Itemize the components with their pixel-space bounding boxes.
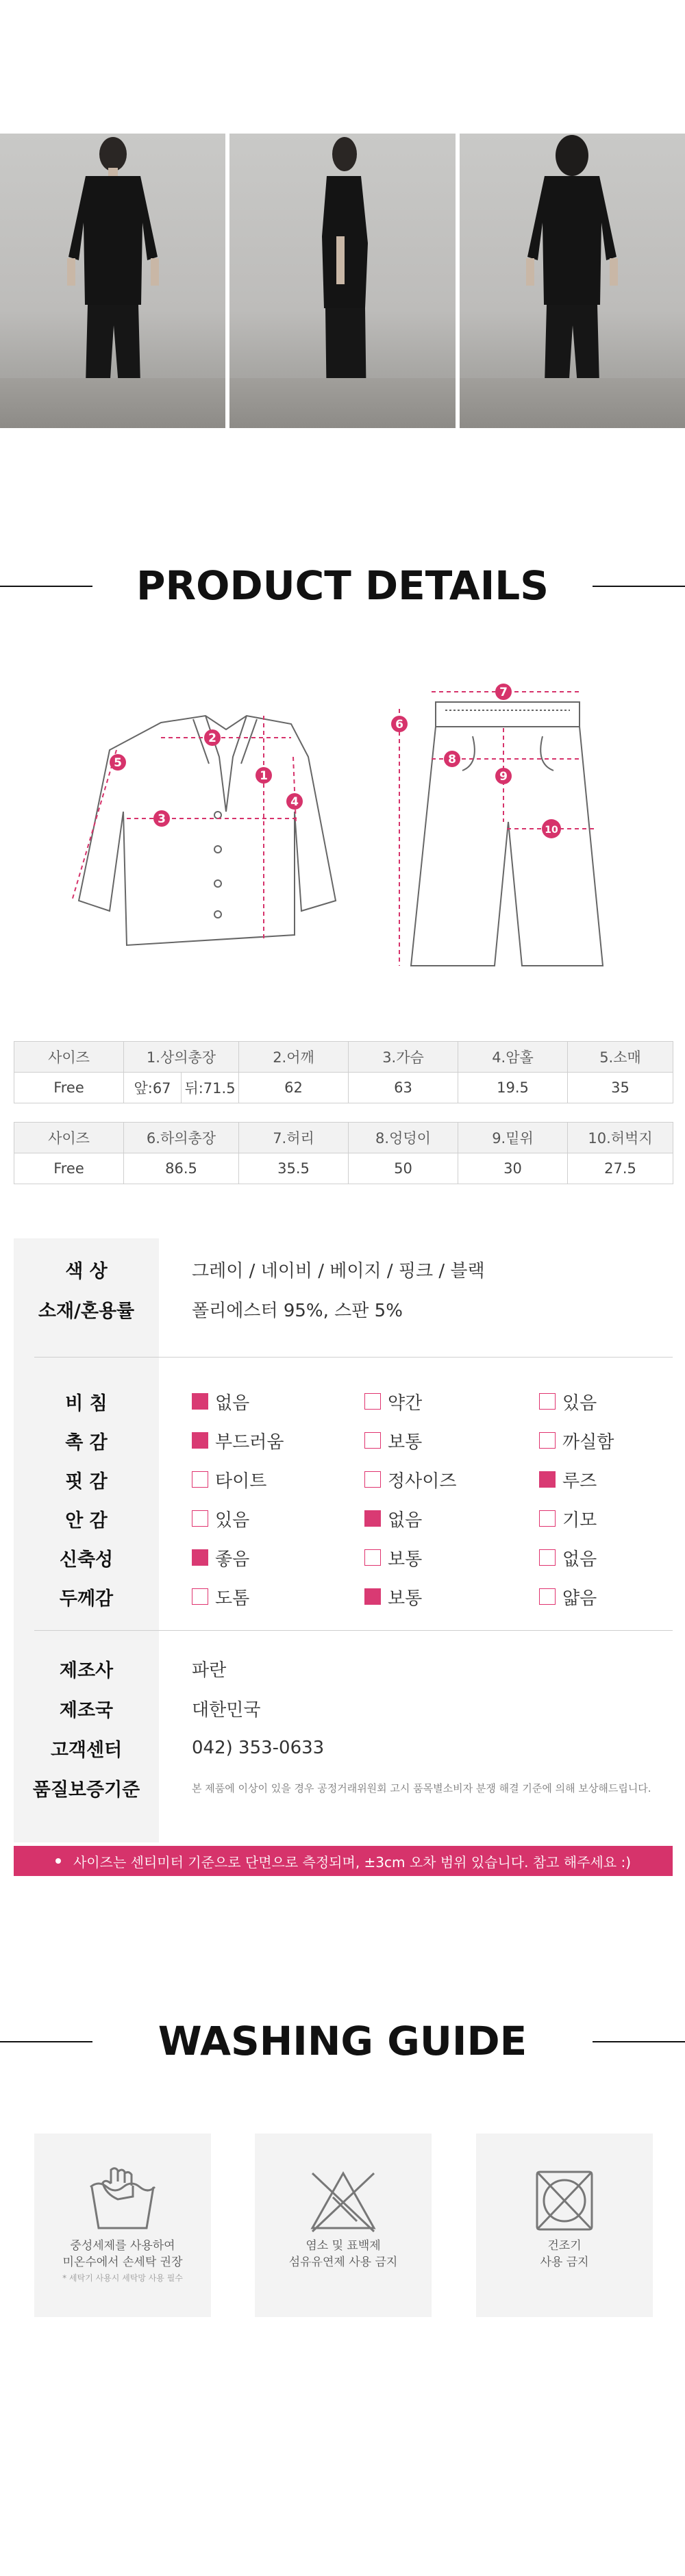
- spec-color-value: 그레이 / 네이비 / 베이지 / 핑크 / 블랙: [192, 1260, 485, 1281]
- header-sleeve: 5.소매: [568, 1042, 673, 1073]
- spec-option-label: 있음: [562, 1392, 597, 1414]
- spec-maker-label: 제조사: [59, 1660, 114, 1681]
- cell-length-front: 앞:67: [124, 1073, 182, 1103]
- header-waist: 7.허리: [239, 1123, 349, 1153]
- spec-service-value: 042) 353-0633: [192, 1738, 325, 1758]
- svg-text:9: 9: [499, 770, 508, 784]
- size-notice-text: 사이즈는 센티미터 기준으로 단면으로 측정되며, ±3cm 오차 범위 있습니다. 참고 해주세요 :): [73, 1853, 632, 1871]
- spec-divider: [34, 1630, 673, 1631]
- spec-color-row: [14, 1252, 673, 1286]
- checkbox-checked-icon: [539, 1471, 556, 1488]
- spec-option: [539, 1389, 597, 1414]
- marker-6: [391, 716, 408, 732]
- header-chest: 3.가슴: [349, 1042, 458, 1073]
- photo-front-view: [0, 134, 225, 428]
- size-table-top: [14, 1041, 673, 1103]
- checkbox-empty-icon: [539, 1510, 556, 1527]
- no-bleach-icon: [306, 2166, 381, 2235]
- marker-5: [110, 754, 126, 771]
- size-table-top-header: [14, 1042, 673, 1073]
- svg-text:2: 2: [208, 731, 216, 745]
- cell-rise: 30: [458, 1153, 568, 1184]
- spec-maker-value: 파란: [192, 1660, 227, 1681]
- cell-pants-length: 86.5: [124, 1153, 239, 1184]
- spec-quality-value: 본 제품에 이상이 있을 경우 공정거래위원회 고시 품목별소비자 분쟁 해결 기준에 의해 보상해드립니다.: [192, 1781, 651, 1795]
- checkbox-checked-icon: [192, 1393, 208, 1410]
- spec-option: [364, 1467, 456, 1492]
- spec-option: [192, 1584, 249, 1610]
- checkbox-checked-icon: [364, 1510, 381, 1527]
- spec-option: [539, 1545, 597, 1571]
- pants-diagram: [411, 702, 603, 966]
- spec-attribute-label: 촉 감: [65, 1431, 108, 1453]
- wash-card-no-bleach: [255, 2134, 432, 2317]
- checkbox-checked-icon: [192, 1432, 208, 1449]
- spec-attribute-row: [14, 1423, 673, 1458]
- checkbox-empty-icon: [192, 1588, 208, 1605]
- product-photos: [0, 134, 685, 428]
- size-table-bottom-row: [14, 1153, 673, 1184]
- checkbox-checked-icon: [364, 1588, 381, 1605]
- washing-guide-heading: [0, 2017, 685, 2065]
- wash-card-hand-wash: [34, 2134, 211, 2317]
- header-shoulder: 2.어깨: [239, 1042, 349, 1073]
- checkbox-empty-icon: [192, 1471, 208, 1488]
- spec-option: [539, 1584, 597, 1610]
- spec-divider: [34, 1357, 673, 1358]
- spec-option-label: 좋음: [215, 1549, 250, 1570]
- wash-note: * 세탁기 사용시 세탁망 사용 필수: [62, 2273, 183, 2283]
- spec-option: [364, 1584, 422, 1610]
- spec-country-value: 대한민국: [192, 1699, 261, 1721]
- size-table-top-row: [14, 1073, 673, 1103]
- spec-option: [192, 1428, 284, 1453]
- spec-material-value: 폴리에스터 95%, 스판 5%: [192, 1300, 403, 1321]
- spec-material-row: [14, 1292, 673, 1326]
- spec-option-label: 보통: [388, 1431, 423, 1453]
- photo-back-view: [460, 134, 685, 428]
- spec-option: [192, 1389, 249, 1414]
- spec-option: [364, 1545, 422, 1571]
- spec-service-row: [14, 1731, 673, 1765]
- cell-waist: 35.5: [239, 1153, 349, 1184]
- spec-material-label: 소재/혼용률: [38, 1300, 135, 1322]
- wash-text-2: 미온수에서 손세탁 권장: [62, 2255, 183, 2269]
- checkbox-empty-icon: [192, 1510, 208, 1527]
- spec-service-label: 고객센터: [50, 1739, 123, 1761]
- wash-text-1: 건조기: [547, 2239, 582, 2253]
- heading-rule-right: [593, 586, 685, 587]
- cell-sleeve: 35: [568, 1073, 673, 1103]
- header-pants-length: 6.하의총장: [124, 1123, 239, 1153]
- spec-option: [364, 1506, 422, 1531]
- svg-text:3: 3: [158, 812, 166, 826]
- header-top-length: 1.상의총장: [124, 1042, 239, 1073]
- svg-text:8: 8: [448, 753, 456, 766]
- checkbox-empty-icon: [364, 1393, 381, 1410]
- spec-attribute-label: 두께감: [59, 1588, 114, 1610]
- svg-text:4: 4: [290, 795, 299, 809]
- spec-option-label: 보통: [388, 1588, 423, 1609]
- header-armhole: 4.암홀: [458, 1042, 568, 1073]
- cell-armhole: 19.5: [458, 1073, 568, 1103]
- marker-10: [542, 819, 561, 838]
- spec-color-label: 색 상: [65, 1260, 108, 1282]
- spec-quality-row: [14, 1771, 673, 1805]
- spec-option-label: 까실함: [562, 1431, 614, 1453]
- checkbox-empty-icon: [539, 1393, 556, 1410]
- spec-option-label: 정사이즈: [388, 1471, 457, 1492]
- heading-rule-left: [0, 2041, 92, 2042]
- spec-option-label: 없음: [215, 1392, 250, 1414]
- wash-card-no-tumble-dry: [476, 2134, 653, 2317]
- spec-option-label: 보통: [388, 1549, 423, 1570]
- spec-option-label: 약간: [388, 1392, 423, 1414]
- spec-quality-label: 품질보증기준: [32, 1779, 140, 1801]
- spec-option: [192, 1467, 266, 1492]
- checkbox-empty-icon: [539, 1432, 556, 1449]
- spec-option-label: 루즈: [562, 1471, 597, 1492]
- bullet-icon: [55, 1858, 61, 1864]
- cell-size: Free: [14, 1153, 124, 1184]
- spec-attribute-row: [14, 1462, 673, 1497]
- marker-7: [495, 684, 512, 700]
- heading-rule-left: [0, 586, 92, 587]
- heading-rule-right: [593, 2041, 685, 2042]
- spec-option: [192, 1545, 249, 1571]
- marker-8: [444, 751, 460, 767]
- cell-size: Free: [14, 1073, 124, 1103]
- spec-option-label: 부드러움: [215, 1431, 284, 1453]
- spec-attribute-row: [14, 1501, 673, 1536]
- size-notice-bar: [14, 1846, 673, 1876]
- header-hip: 8.엉덩이: [349, 1123, 458, 1153]
- spec-maker-row: [14, 1651, 673, 1686]
- spec-attribute-label: 신축성: [59, 1549, 114, 1571]
- spec-option-label: 없음: [562, 1549, 597, 1570]
- spec-option-label: 기모: [562, 1510, 597, 1531]
- header-size: 사이즈: [14, 1042, 124, 1073]
- spec-option-label: 없음: [388, 1510, 423, 1531]
- spec-option: [364, 1428, 422, 1453]
- checkbox-empty-icon: [539, 1588, 556, 1605]
- header-rise: 9.밑위: [458, 1123, 568, 1153]
- svg-text:5: 5: [114, 756, 122, 770]
- spec-attribute-row: [14, 1384, 673, 1418]
- jacket-diagram: [79, 716, 336, 945]
- checkbox-empty-icon: [364, 1471, 381, 1488]
- checkbox-empty-icon: [539, 1549, 556, 1566]
- spec-attribute-label: 안 감: [65, 1510, 108, 1531]
- product-details-heading: [0, 562, 685, 610]
- spec-attribute-row: [14, 1540, 673, 1575]
- spec-country-label: 제조국: [59, 1699, 114, 1721]
- wash-text-1: 염소 및 표백제: [306, 2239, 381, 2253]
- checkbox-empty-icon: [364, 1432, 381, 1449]
- spec-option: [539, 1506, 597, 1531]
- spec-option-label: 얇음: [562, 1588, 597, 1609]
- header-thigh: 10.허벅지: [568, 1123, 673, 1153]
- spec-option: [539, 1428, 614, 1453]
- svg-text:1: 1: [260, 769, 268, 783]
- measurement-diagrams: [0, 675, 685, 990]
- cell-thigh: 27.5: [568, 1153, 673, 1184]
- spec-option-label: 타이트: [215, 1471, 267, 1492]
- spec-attribute-label: 핏 감: [65, 1471, 108, 1492]
- spec-attribute-label: 비 침: [65, 1392, 108, 1414]
- spec-option: [192, 1506, 249, 1531]
- wash-text-1: 중성세제를 사용하여: [70, 2239, 175, 2253]
- marker-4: [286, 793, 303, 810]
- svg-text:10: 10: [545, 825, 558, 836]
- washing-guide-title: WASHING GUIDE: [158, 2018, 527, 2064]
- wash-text-2: 섬유유연제 사용 금지: [288, 2255, 398, 2269]
- marker-3: [153, 810, 170, 827]
- marker-2: [204, 729, 221, 746]
- spec-country-row: [14, 1691, 673, 1725]
- cell-shoulder: 62: [239, 1073, 349, 1103]
- hand-wash-icon: [85, 2166, 160, 2235]
- marker-9: [495, 768, 512, 784]
- product-details-title: PRODUCT DETAILS: [136, 562, 549, 609]
- spec-option: [364, 1389, 422, 1414]
- spec-option-label: 도톰: [215, 1588, 250, 1609]
- cell-length-back: 뒤:71.5: [182, 1073, 239, 1103]
- product-spec: [14, 1238, 673, 1875]
- spec-attribute-row: [14, 1579, 673, 1614]
- checkbox-checked-icon: [192, 1549, 208, 1566]
- cell-chest: 63: [349, 1073, 458, 1103]
- spec-option-label: 있음: [215, 1510, 250, 1531]
- svg-text:6: 6: [395, 718, 403, 731]
- checkbox-empty-icon: [364, 1549, 381, 1566]
- cell-hip: 50: [349, 1153, 458, 1184]
- header-size: 사이즈: [14, 1123, 124, 1153]
- spec-option: [539, 1467, 597, 1492]
- wash-text-2: 사용 금지: [540, 2255, 589, 2269]
- svg-text:7: 7: [499, 686, 508, 699]
- photo-side-view: [229, 134, 455, 428]
- size-table-bottom-header: [14, 1123, 673, 1153]
- marker-1: [256, 767, 272, 784]
- no-tumble-dry-icon: [527, 2166, 602, 2235]
- size-table-bottom: [14, 1122, 673, 1184]
